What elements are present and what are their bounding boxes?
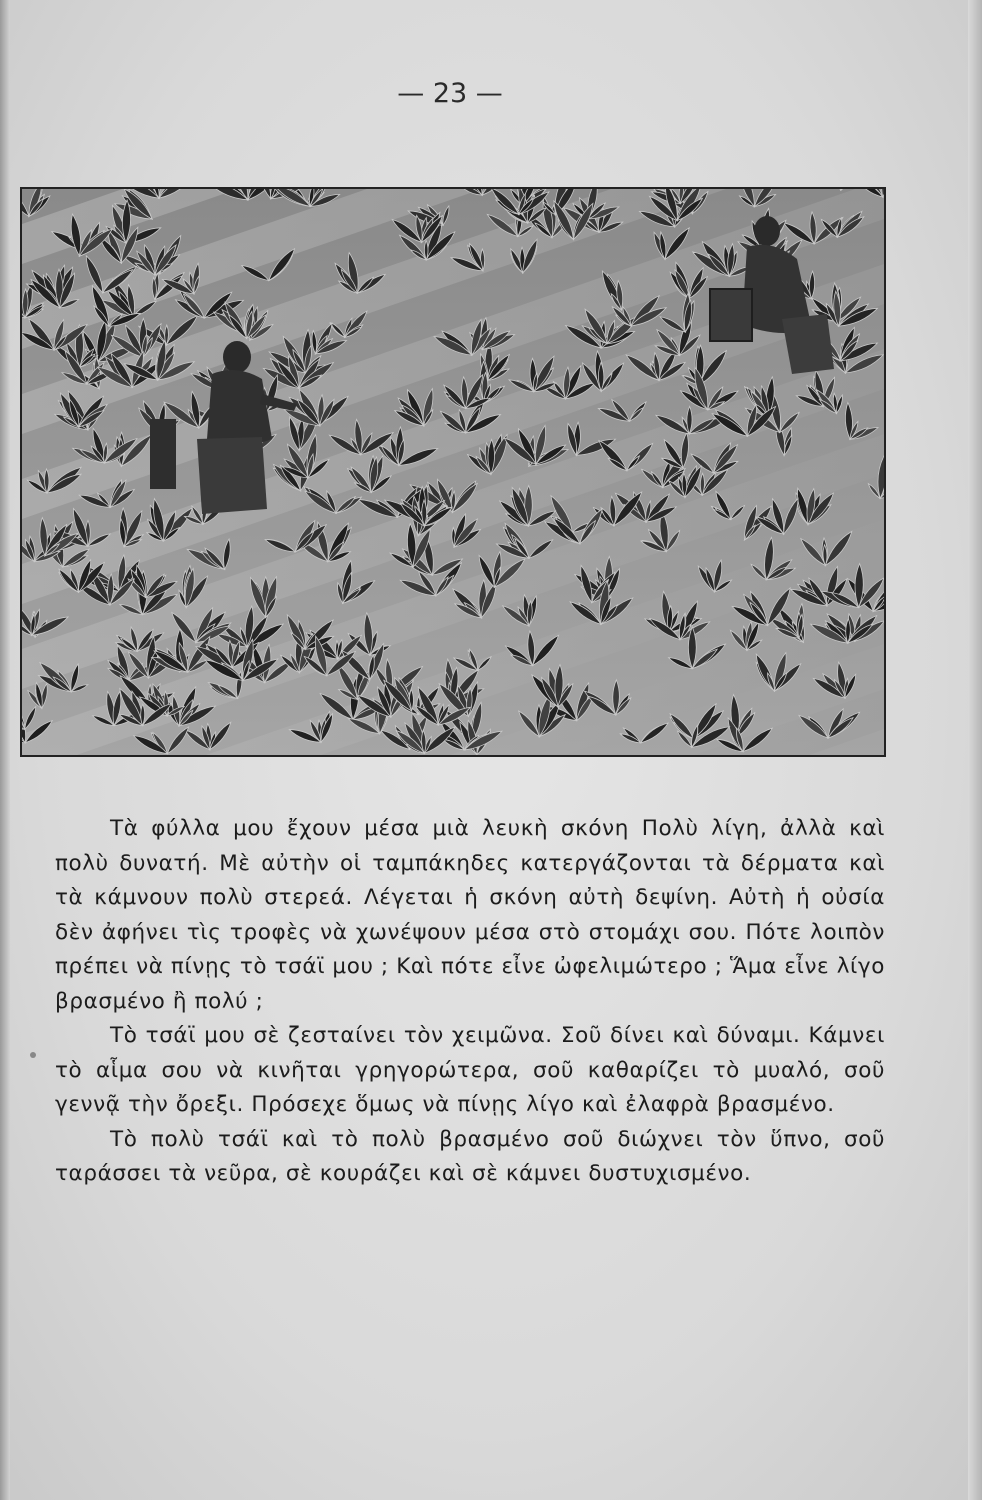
page-edge-left xyxy=(0,0,10,1500)
body-text xyxy=(55,812,885,1192)
tea-plantation-illustration xyxy=(20,187,886,757)
paragraph-2: Τὸ τσάϊ μου σὲ ζεσταίνει τὸν χειμῶνα. Σοῦ δίνει καὶ δύναμι. Κάμνει τὸ αἷμα σου νὰ κινῆται γρηγορώτερα, σοῦ καθαρίζει τὸ μυαλό, σοῦ γεννᾷ τὴν ὄρεξι. Πρόσεχε ὅμως νὰ πίνῃς λίγο καὶ ἐλαφρὰ βρασμένο. xyxy=(55,1023,885,1117)
paragraph-3: Τὸ πολὺ τσάϊ καὶ τὸ πολὺ βρασμένο σοῦ διώχνει τὸν ὕπνο, σοῦ ταράσσει τὰ νεῦρα, σὲ κουράζει καὶ σὲ κάμνει δυστυχισμένο. xyxy=(55,1126,885,1186)
ink-speck xyxy=(30,1052,36,1058)
page-number: — 23 — xyxy=(397,78,503,109)
page-edge-right xyxy=(968,0,982,1500)
paragraph-1: Τὰ φύλλα μου ἔχουν μέσα μιὰ λευκὴ σκόνη Πολὺ λίγη, ἀλλὰ καὶ πολὺ δυνατή. Μὲ αὐτὴν οἱ ταμπάκηδες κατεργάζονται τὰ δέρματα καὶ τὰ κάμνουν πολὺ στερεά. Λέγεται ἡ σκόνη αὐτὴ δεψίνη. Αὐτὴ ἡ οὐσία δὲν ἀφήνει τὶς τροφὲς νὰ χωνέψουν μέσα στὸ στομάχι σου. Πότε λοιπὸν πρέπει νὰ πίνῃς τὸ τσάϊ μου ; Καὶ πότε εἶνε ὠφελιμώτερο ; Ἅμα εἶνε λίγο βρασμένο ἢ πολύ ; xyxy=(55,816,885,1014)
plantation-drawing xyxy=(22,189,884,755)
